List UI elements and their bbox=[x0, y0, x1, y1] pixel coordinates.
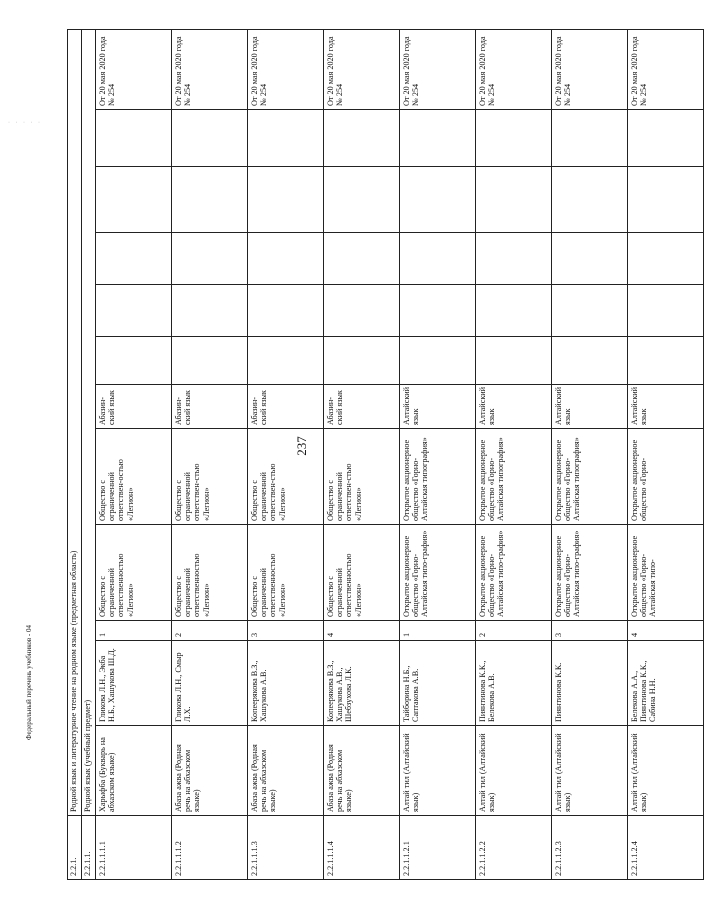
cell-title: Абаза ажва (Родная речь на абхазском языке) bbox=[172, 726, 248, 816]
cell-language: Абазин-ский язык bbox=[96, 385, 172, 429]
cell-empty bbox=[172, 337, 248, 385]
cell-publisher: Общество с ограниченной ответствен-стью «Легион» bbox=[324, 429, 400, 525]
cell-authors: Гликова Л.Н., Экба Н.Б., Хашукова Ш.Д. bbox=[96, 641, 172, 726]
cell-language: Абазин-ский язык bbox=[324, 385, 400, 429]
cell-developer: Открытое акционерное общество «Горно-Алтайская типо-графия» bbox=[552, 525, 628, 621]
cell-authors: Тайборина Н.Б., Саптакова А.В. bbox=[400, 641, 476, 726]
cell-order: От 20 мая 2020 года № 254 bbox=[248, 29, 324, 109]
cell-developer: Общество с ограниченной ответственностью «Легион» bbox=[96, 525, 172, 621]
table-row bbox=[628, 29, 704, 879]
cell-empty bbox=[248, 285, 324, 337]
cell-empty bbox=[476, 233, 552, 285]
cell-empty bbox=[552, 285, 628, 337]
cell-publisher: Открытое акционерное общество «Горно-Алтайская типография» bbox=[476, 429, 552, 525]
cell-empty bbox=[96, 233, 172, 285]
cell-order: От 20 мая 2020 года № 254 bbox=[400, 29, 476, 109]
cell-empty bbox=[324, 337, 400, 385]
cell-empty bbox=[248, 110, 324, 167]
cell-grade: 1 bbox=[400, 621, 476, 641]
cell-code: 2.2.1.1.2.4 bbox=[628, 816, 704, 880]
cell-grade: 3 bbox=[552, 621, 628, 641]
cell-language: Абазин-ский язык bbox=[248, 385, 324, 429]
cell-publisher: Общество с ограниченной ответствен-остью «Легион» bbox=[96, 429, 172, 525]
cell-language: Алтайский язык bbox=[552, 385, 628, 429]
cell-authors: Копеерякова В.З., Хашукова А.В., Шебзухова Л.К. bbox=[324, 641, 400, 726]
cell-publisher: Общество с ограниченной ответствен-стью «Легион» bbox=[172, 429, 248, 525]
cell-authors: Пиянтинова К.К. bbox=[552, 641, 628, 726]
cell-empty bbox=[400, 337, 476, 385]
cell-developer: Общество с ограниченной ответственностью «Легион» bbox=[324, 525, 400, 621]
cell-title: Абаза ажва (Родная речь на абхазском языке) bbox=[248, 726, 324, 816]
cell-empty bbox=[476, 337, 552, 385]
cell-empty bbox=[96, 285, 172, 337]
table-row bbox=[324, 29, 400, 879]
cell-empty bbox=[324, 233, 400, 285]
cell-publisher: Открытое акционерное общество «Горно- bbox=[628, 429, 704, 525]
table-row bbox=[248, 29, 324, 879]
cell-empty bbox=[248, 167, 324, 233]
section-row bbox=[68, 29, 82, 879]
cell-developer: Общество с ограниченной ответственностью «Легион» bbox=[172, 525, 248, 621]
cell-order: От 20 мая 2020 года № 254 bbox=[324, 29, 400, 109]
cell-code: 2.2.1.1.1.1 bbox=[96, 816, 172, 880]
table-row bbox=[552, 29, 628, 879]
cell-authors: Копеерякова В.З., Хашукова А.В. bbox=[248, 641, 324, 726]
cell-empty bbox=[96, 110, 172, 167]
cell-empty bbox=[552, 110, 628, 167]
cell-developer: Открытое акционерное общество «Горно-Алтайская типо-графия» bbox=[476, 525, 552, 621]
cell-code: 2.2.1.1.2.2 bbox=[476, 816, 552, 880]
cell-empty bbox=[552, 337, 628, 385]
cell-empty bbox=[628, 110, 704, 167]
cell-developer: Общество с ограниченной ответственностью «Легион» bbox=[248, 525, 324, 621]
cell-publisher: Открытое акционерное общество «Горно-Алтайская типография» bbox=[400, 429, 476, 525]
subsection-title: Родной язык (учебный предмет) bbox=[82, 29, 96, 815]
table-row bbox=[476, 29, 552, 879]
cell-code: 2.2.1.1.2.1 bbox=[400, 816, 476, 880]
cell-code: 2.2.1.1.1.2 bbox=[172, 816, 248, 880]
cell-empty bbox=[96, 337, 172, 385]
section-title: Родной язык и литературное чтение на родном языке (предметная область) bbox=[68, 29, 82, 815]
cell-empty bbox=[476, 167, 552, 233]
page-number: 237 bbox=[293, 436, 309, 456]
cell-empty bbox=[248, 233, 324, 285]
cell-empty bbox=[172, 167, 248, 233]
cell-grade: 2 bbox=[172, 621, 248, 641]
cell-grade: 4 bbox=[324, 621, 400, 641]
cell-grade: 3 bbox=[248, 621, 324, 641]
cell-title: Алтай тил (Алтайский язык) bbox=[628, 726, 704, 816]
cell-title: Абаза ажва (Родная речь на абхазском языке) bbox=[324, 726, 400, 816]
cell-order: От 20 мая 2020 года № 254 bbox=[96, 29, 172, 109]
cell-empty bbox=[628, 285, 704, 337]
cell-code: 2.2.1.1.2.3 bbox=[552, 816, 628, 880]
textbook-table bbox=[67, 30, 658, 880]
cell-order: От 20 мая 2020 года № 254 bbox=[172, 29, 248, 109]
cell-authors: Пиянтинова К.К., Белекова А.В. bbox=[476, 641, 552, 726]
cell-order: От 20 мая 2020 года № 254 bbox=[552, 29, 628, 109]
cell-code: 2.2.1.1.1.4 bbox=[324, 816, 400, 880]
cell-authors: Белекова А.А., Пиянтинова К.К., Сабина Н.Н. bbox=[628, 641, 704, 726]
cell-publisher: Общество с ограниченной ответствен-стью «Легион» bbox=[248, 429, 324, 525]
cell-empty bbox=[400, 285, 476, 337]
cell-code: 2.2.1.1.1.3 bbox=[248, 816, 324, 880]
cell-empty bbox=[172, 110, 248, 167]
table-row bbox=[172, 29, 248, 879]
cell-language: Алтайский язык bbox=[476, 385, 552, 429]
cell-empty bbox=[324, 285, 400, 337]
cell-empty bbox=[324, 110, 400, 167]
cell-title: Алтай тил (Алтайский язык) bbox=[552, 726, 628, 816]
cell-empty bbox=[400, 110, 476, 167]
cell-empty bbox=[628, 233, 704, 285]
cell-empty bbox=[476, 285, 552, 337]
cell-authors: Гликова Л.Н., Смыр Л.Х. bbox=[172, 641, 248, 726]
table-row bbox=[400, 29, 476, 879]
subsection-row bbox=[82, 29, 96, 879]
cell-language: Алтайский язык bbox=[400, 385, 476, 429]
cell-language: Абазин-ский язык bbox=[172, 385, 248, 429]
cell-title: Алтай тил (Алтайский язык) bbox=[400, 726, 476, 816]
cell-empty bbox=[552, 233, 628, 285]
cell-empty bbox=[552, 167, 628, 233]
table-row bbox=[96, 29, 172, 879]
cell-grade: 1 bbox=[96, 621, 172, 641]
cell-order: От 20 мая 2020 года № 254 bbox=[476, 29, 552, 109]
cell-developer: Открытое акционерное общество «Горно-Алтайская типо-графия» bbox=[400, 525, 476, 621]
cell-empty bbox=[628, 167, 704, 233]
cell-empty bbox=[172, 233, 248, 285]
cell-empty bbox=[476, 110, 552, 167]
cell-language: Алтайский язык bbox=[628, 385, 704, 429]
subsection-code: 2.2.1.1. bbox=[82, 816, 96, 880]
cell-empty bbox=[248, 337, 324, 385]
cell-empty bbox=[172, 285, 248, 337]
cell-empty bbox=[324, 167, 400, 233]
cell-title: Алтай тил (Алтайский язык) bbox=[476, 726, 552, 816]
cell-order: От 20 мая 2020 года № 254 bbox=[628, 29, 704, 109]
cell-empty bbox=[96, 167, 172, 233]
scan-marks: · · · · · bbox=[8, 120, 42, 126]
cell-grade: 2 bbox=[476, 621, 552, 641]
cell-publisher: Открытое акционерное общество «Горно-Алтайская типография» bbox=[552, 429, 628, 525]
footer-text: Федеральный перечень учебников - 04 bbox=[25, 625, 33, 740]
cell-empty bbox=[400, 167, 476, 233]
cell-empty bbox=[628, 337, 704, 385]
cell-developer: Открытое акционерное общество «Горно-Алтайская типо- bbox=[628, 525, 704, 621]
section-code: 2.2.1. bbox=[68, 816, 82, 880]
cell-title: Харыфба (Букварь на абхазском языке) bbox=[96, 726, 172, 816]
cell-grade: 4 bbox=[628, 621, 704, 641]
cell-empty bbox=[400, 233, 476, 285]
